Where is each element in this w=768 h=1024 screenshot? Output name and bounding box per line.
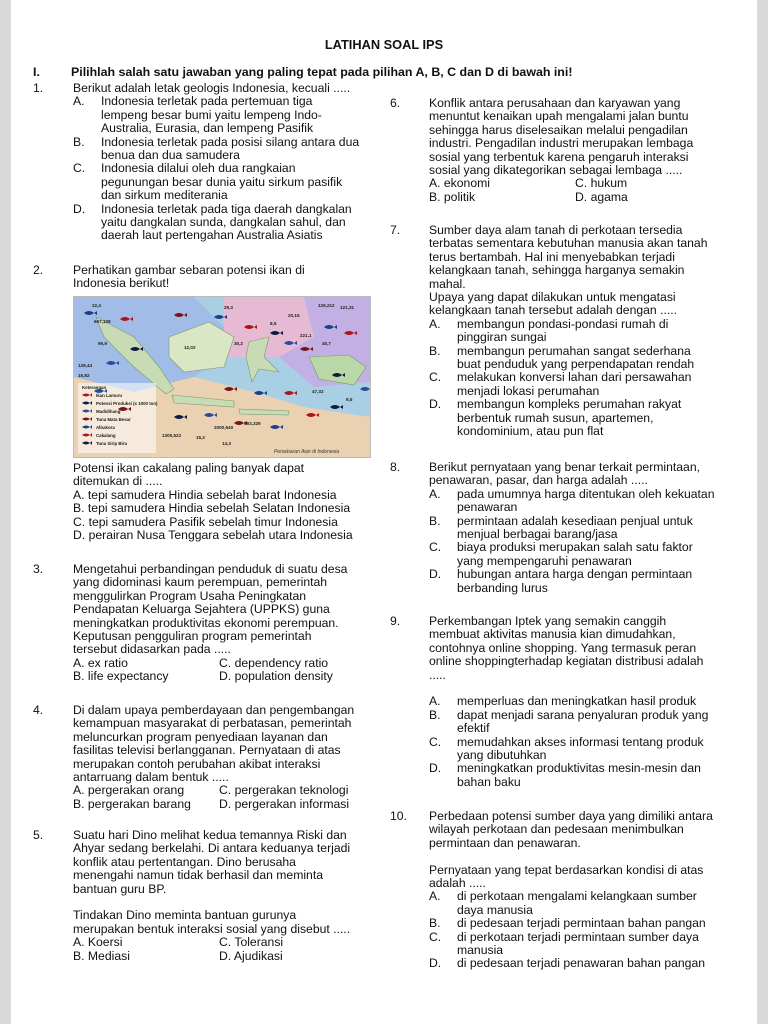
option-c[interactable]: C. pergerakan teknologi <box>219 783 349 798</box>
question-number: 7. <box>390 223 401 237</box>
option-d[interactable]: D. Ajudikasi <box>219 948 283 963</box>
exam-page: LATIHAN SOAL IPS I. Pilihlah salah satu jawaban yang paling tepat pada pilihan A, B, C dan D di bawah ini! 1. Berikut adalah letak geologis Indonesia, kecuali ..... A. Indonesia terletak pada pertemuan tiga lempeng besar bumi yaitu lempeng Indo- Australia, Eurasia, dan lempeng Pasifik B. Indonesia terletak pada posisi silang antara dua benua dan dua samudera C. Indonesia dilalui oleh dua rangkaian pegunungan besar dunia yaitu sirkum pasifik dan sirkum mediterania D. Indonesia terletak pada tiga daerah dangkalan yaitu dangkalan sunda, dangkalan sahul, dan daerah laut pertengahan Australia Asiatis 2. Perhatikan gambar sebaran potensi ikan di Indonesia berikut! 22,4 667,128 95,9 128,44 15,82 29,3 12,02 8,5 30,2 40,7 221,1 126,212 121,31 20,15 1300,522 2000,640 593,329 15,2 14,3 47,32 9,5 Keterangan Ikan Lamuru Potensi Produksi (x 1000 ton) Madidihang Tuna Mata Besar Albakora Cakalang Tuna Sirip Biru Persebaran Ikan di Indonesia Potensi ikan cakalang paling banyak dapat ditemukan di ..... A. tepi samudera Hindia sebelah barat Indonesia B. tepi samudera Hindia sebelah Selatan Indonesia C. tepi samudera Pasifik sebelah timur Indonesia D. perairan Nusa Tenggara sebelah utara Indonesia 3. Mengetahui perbandingan penduduk di suatu desa yang didominasi kaum perempuan, pemerintah menggulirkan Program Usaha Peningkatan Pendapatan Keluarga Sejahtera (UPPKS) guna meningkatkan produktivitas ekonomi perempuan. Keputusan pengguliran program pemerintah tersebut didasarkan pada ..... A. ex ratio C. dependency ratio B. life expectancy D. population density 4. Di dalam upaya pemberdayaan dan pengembangan kemampuan masyarakat di perbatasan, pemerintah meluncurkan program penyediaan layanan dan fasilitas televisi berlangganan. Pernyataan di atas merupakan contoh perubahan akibat interaksi antarruang dalam bentuk ..... A. pergerakan orang C. pergerakan teknologi B. pergerakan barang D. pergerakan informasi 5. Suatu hari Dino melihat kedua temannya Riski dan Ahyar sedang berkelahi. Di antara keduanya terjadi konflik atau pertentangan. Dino berusaha menengahi namun tidak berhasil dan meminta bantuan guru BP. Tindakan Dino meminta bantuan gurunya merupakan bentuk interaksi sosial yang disebut ..... A. Koersi C. Toleransi B. Mediasi D. Ajudikasi 6. Konflik antara perusahaan dan karyawan yang menuntut kenaikan upah mengalami jalan buntu sehingga harus diselesaikan melalui pengadilan industri. Pengadilan industri merupakan lembaga sosial yang terbentuk karena pengaruh interaksi sosial yang dikategorikan sebagai lembaga ..... A. ekonomi C. hukum B. politik D. agama 7. Sumber daya alam tanah di perkotaan tersedia terbatas sementara kebutuhan manusia akan tanah terus bertambah. Hal ini menyebabkan terjadi kelangkaan tanah, sehingga harganya semakin mahal. Upaya yang dapat dilakukan untuk mengatasi kelangkaan tanah tersebut adalah dengan ..... A. membangun pondasi-pondasi rumah di pinggiran sungai B. membangun perumahan sangat sederhana buat penduduk yang perpendapatan rendah C. melakukan konversi lahan dari persawahan menjadi lokasi perumahan D. membangun kompleks perumahan rakyat berbentuk rumah susun, apartemen, kondominium, atau pun flat 8. Berikut pernyataan yang benar terkait permintaan, penawaran, pasar, dan harga adalah ..... A. pada umumnya harga ditentukan oleh kekuatan penawaran B. permintaan adalah kesediaan penjual untuk menjual berbagai barang/jasa C. biaya produksi merupakan salah satu faktor yang mempengaruhi penawaran D. hubungan antara harga dengan permintaan berbanding lurus 9. Perkembangan Iptek yang semakin canggih membuat aktivitas manusia kian dimudahkan, contohnya online shopping. Yang termasuk peran online shoppingterhadap kegiatan distribusi adalah ..... A. memperluas dan meningkatkan hasil produk B. dapat menjadi sarana penyaluran produk yang efektif C. memudahkan akses informasi tentang produk yang dibutuhkan D. meningkatkan produktivitas mesin-mesin dan bahan baku 10. Perbedaan potensi sumber daya yang dimiliki antara wilayah perkotaan dan pedesaan menimbulkan permintaan dan penawaran. Pernyataan yang tepat berdasarkan kondisi di atas adalah ..... A. di perkotaan mengalami kelangkaan sumber daya manusia B. di pedesaan terjadi permintaan bahan pangan C. di perkotaan terjadi permintaan sumber daya manusia D. di pedesaan terjadi penawaran bahan pangan <box>11 0 757 1024</box>
legend-item: Ikan Lamuru <box>96 393 123 398</box>
question-number: 10. <box>390 809 407 823</box>
option-b[interactable]: B. Mediasi <box>73 948 130 963</box>
question-stem: Perhatikan gambar sebaran potensi ikan di <box>73 263 305 277</box>
map-value-label: 22,4 <box>92 303 101 308</box>
question-number: 3. <box>33 562 44 576</box>
option-c[interactable]: C. di perkotaan terjadi permintaan sumber daya manusia <box>429 929 699 958</box>
question-number: 6. <box>390 96 401 110</box>
option-a[interactable]: A. membangun pondasi-pondasi rumah di pinggiran sungai <box>429 316 669 345</box>
option-b[interactable]: B. tepi samudera Hindia sebelah Selatan Indonesia <box>73 501 351 516</box>
option-d[interactable]: D. hubungan antara harga dengan permintaan berbanding lurus <box>429 567 693 595</box>
map-value-label: 9,5 <box>346 397 353 402</box>
option-a[interactable]: A. di perkotaan mengalami kelangkaan sumber daya manusia <box>429 889 697 917</box>
map-value-label: 30,2 <box>234 341 243 346</box>
map-value-label: 29,3 <box>224 305 233 310</box>
map-value-label: 667,128 <box>94 319 111 324</box>
map-value-label: 12,02 <box>184 345 196 350</box>
legend-item: Tuna Mata Besar <box>96 417 131 422</box>
map-value-label: 15,82 <box>78 373 90 378</box>
option-b[interactable]: B. membangun perumahan sangat sederhana buat penduduk yang perpendapatan rendah <box>429 343 695 372</box>
map-value-label: 95,9 <box>98 341 107 346</box>
option-a[interactable]: A. Indonesia terletak pada pertemuan tiga lempeng besar bumi yaitu lempeng Indo- Australia, Eurasia, dan lempeng Pasifik <box>73 94 322 136</box>
question-stem: Di dalam upaya pemberdayaan dan pengembangan <box>73 703 355 717</box>
option-b[interactable]: B. dapat menjadi sarana penyaluran produk yang efektif <box>429 707 709 736</box>
map-value-label: 14,3 <box>222 441 231 446</box>
option-c[interactable]: C. memudahkan akses informasi tentang produk yang dibutuhkan <box>429 734 704 763</box>
question-number: 2. <box>33 263 44 277</box>
question-stem: Sumber daya alam tanah di perkotaan tersedia <box>429 223 683 237</box>
option-c[interactable]: C. Toleransi <box>219 935 284 950</box>
question-2-body: Potensi ikan cakalang paling banyak dapat ditemukan di ..... A. tepi samudera Hindia sebelah barat Indonesia B. tepi samudera Hindia sebelah Selatan Indonesia C. tepi samudera Pasifik sebelah timur Indonesia D. perairan Nusa Tenggara sebelah utara Indonesia <box>73 462 385 542</box>
map-value-label: 121,31 <box>340 305 355 310</box>
question-stem: Konflik antara perusahaan dan karyawan yang <box>429 96 681 110</box>
option-a[interactable]: A. ekonomi <box>429 176 490 191</box>
legend-item: Potensi Produksi (x 1000 ton) <box>96 401 158 406</box>
question-number: 4. <box>33 703 44 717</box>
map-value-label: 2000,640 <box>214 425 234 430</box>
map-value-label: 8,5 <box>270 321 277 326</box>
option-d[interactable]: D. di pedesaan terjadi penawaran bahan pangan <box>429 956 706 971</box>
question-number: 9. <box>390 614 401 628</box>
question-stem: Berikut adalah letak geologis Indonesia, kecuali ..... <box>73 81 351 95</box>
map-value-label: 593,329 <box>244 421 261 426</box>
page-title: LATIHAN SOAL IPS <box>324 37 444 52</box>
instruction-text: Pilihlah salah satu jawaban yang paling tepat pada pilihan A, B, C dan D di bawah ini! <box>71 65 573 79</box>
option-a[interactable]: A. pergerakan orang <box>73 783 185 798</box>
map-value-label: 40,7 <box>322 341 331 346</box>
option-b[interactable]: B. life expectancy <box>73 669 169 684</box>
legend-item: Tuna Sirip Biru <box>96 441 128 446</box>
legend-item: Madidihang <box>96 409 121 414</box>
question-number: 8. <box>390 460 401 474</box>
map-value-label: 15,2 <box>196 435 205 440</box>
option-c[interactable]: C. hukum <box>575 176 628 191</box>
option-a[interactable]: A. Koersi <box>73 935 123 950</box>
option-d[interactable]: D. population density <box>219 669 333 684</box>
option-d[interactable]: D. meningkatkan produktivitas mesin-mesin dan bahan baku <box>429 761 701 789</box>
fish-distribution-map <box>73 296 371 458</box>
option-a[interactable]: A. tepi samudera Hindia sebelah barat Indonesia <box>73 487 337 502</box>
map-value-label: 20,15 <box>288 313 300 318</box>
question-stem: Perkembangan Iptek yang semakin canggih <box>429 614 667 628</box>
map-value-label: 1300,522 <box>162 433 182 438</box>
question-stem: Suatu hari Dino melihat kedua temannya Riski dan <box>73 828 347 842</box>
option-c[interactable]: C. melakukan konversi lahan dari persawahan menjadi lokasi perumahan <box>429 370 692 398</box>
option-b[interactable]: B. pergerakan barang <box>73 796 191 811</box>
legend-item: Albakora <box>96 425 115 430</box>
option-b[interactable]: B. Indonesia terletak pada posisi silang antara dua benua dan dua samudera <box>73 134 360 163</box>
option-a[interactable]: A. ex ratio <box>73 655 128 670</box>
map-value-label: 126,212 <box>318 303 335 308</box>
question-stem: Perbedaan potensi sumber daya yang dimiliki antara <box>429 809 713 823</box>
question-stem: Mengetahui perbandingan penduduk di suatu desa <box>73 562 348 576</box>
option-c[interactable]: C. dependency ratio <box>219 655 329 670</box>
option-b[interactable]: B. di pedesaan terjadi permintaan bahan pangan <box>429 916 706 931</box>
question-number: 1. <box>33 81 44 95</box>
option-d[interactable]: D. perairan Nusa Tenggara sebelah utara Indonesia <box>73 528 353 543</box>
option-d[interactable]: D. agama <box>575 189 628 204</box>
option-b[interactable]: B. politik <box>429 189 476 204</box>
legend-item: Keterangan <box>82 385 107 390</box>
question-number: 5. <box>33 828 44 842</box>
question-stem: Berikut pernyataan yang benar terkait permintaan, <box>429 460 700 474</box>
option-a[interactable]: A. pada umumnya harga ditentukan oleh kekuatan penawaran <box>429 486 715 515</box>
map-value-label: 128,44 <box>78 363 93 368</box>
option-b[interactable]: B. permintaan adalah kesediaan penjual untuk menjual berbagai barang/jasa <box>429 513 693 542</box>
option-c[interactable]: C. tepi samudera Pasifik sebelah timur Indonesia <box>73 514 338 529</box>
section-number: I. <box>33 65 40 79</box>
option-d[interactable]: D. pergerakan informasi <box>219 796 350 811</box>
option-c[interactable]: C. biaya produksi merupakan salah satu faktor yang mempengaruhi penawaran <box>429 540 693 568</box>
map-value-label: 47,32 <box>312 389 324 394</box>
legend-item: Cakalang <box>96 433 116 438</box>
map-caption: Persebaran Ikan di Indonesia <box>274 449 340 455</box>
option-c[interactable]: C. Indonesia dilalui oleh dua rangkaian pegunungan besar dunia yaitu sirkum pasifik dan sirkum mediterania <box>73 161 343 203</box>
map-value-label: 221,1 <box>300 333 312 338</box>
option-d[interactable]: D. membangun kompleks perumahan rakyat berbentuk rumah susun, apartemen, kondominium, atau pun flat <box>429 397 682 439</box>
option-a[interactable]: A. memperluas dan meningkatkan hasil produk <box>429 694 697 709</box>
option-d[interactable]: D. Indonesia terletak pada tiga daerah dangkalan yaitu dangkalan sunda, dangkalan sahul, dan daerah laut pertengahan Australia Asiatis <box>73 201 352 243</box>
